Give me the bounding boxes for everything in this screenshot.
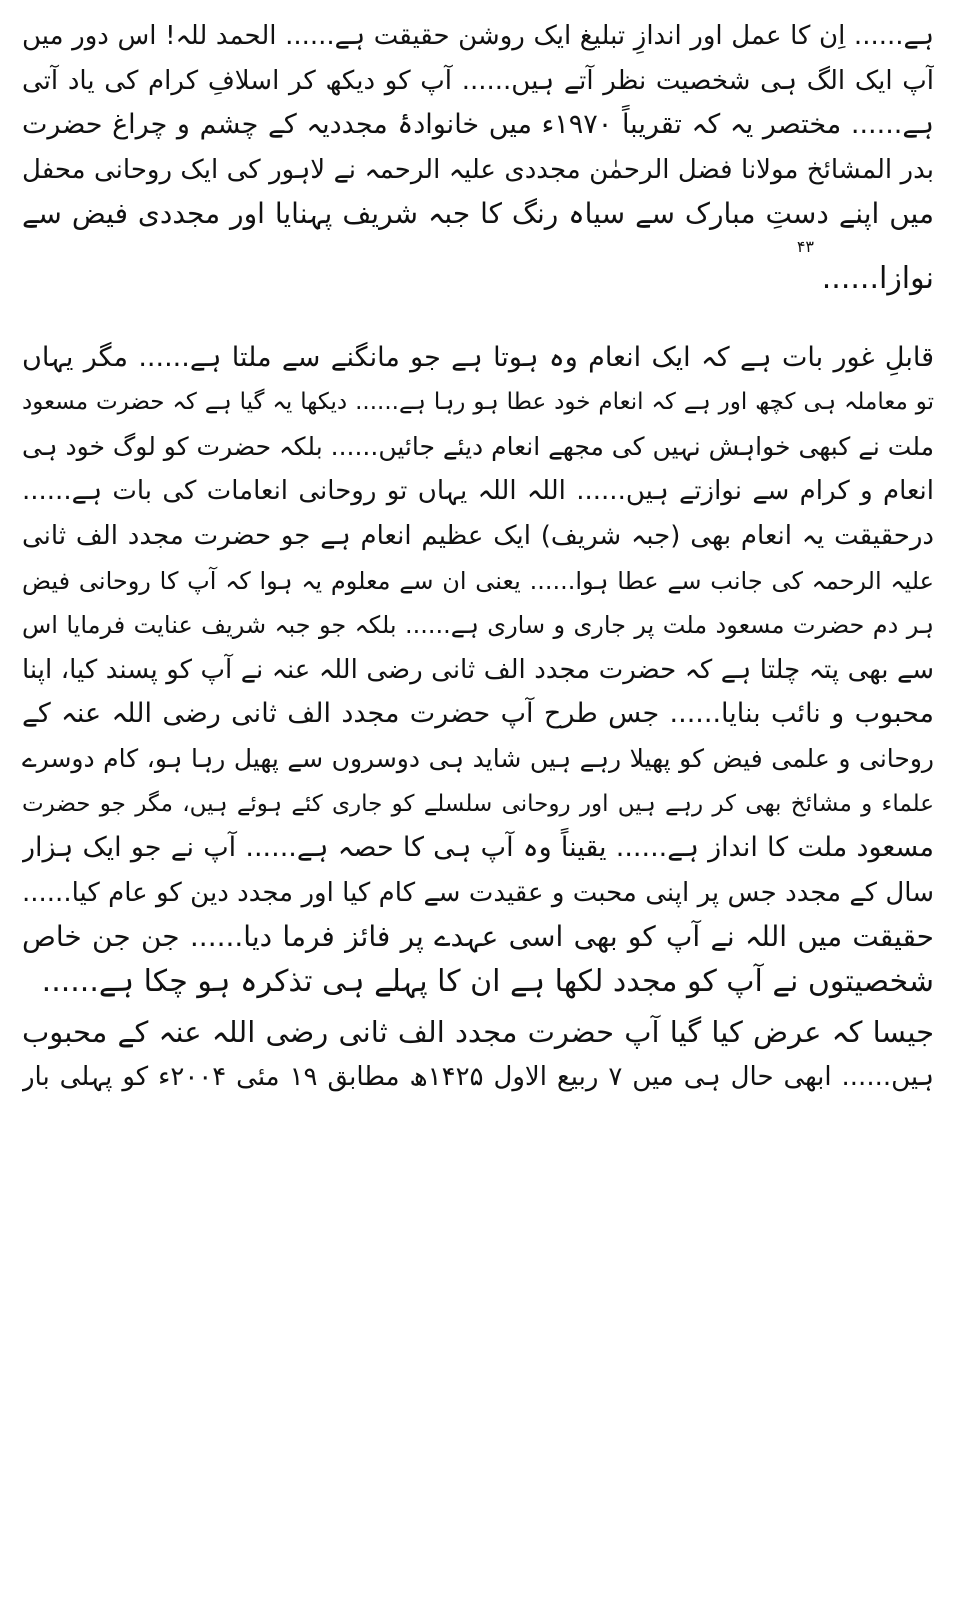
text-line: انعام و کرام سے نوازتے ہیں...... اللہ اللہ یہاں تو روحانی انعامات کی بات ہے...... xyxy=(22,476,934,507)
text-line: قابلِ غور بات ہے کہ ایک انعام وہ ہوتا ہے جو مانگنے سے ملتا ہے...... مگر یہاں xyxy=(22,341,934,373)
text-line: ہر دم حضرت مسعود ملت پر جاری و ساری ہے...... بلکہ جو جبہ شریف عنایت فرمایا اس xyxy=(22,611,934,640)
text-line: روحانی و علمی فیض کو پھیلا رہے ہیں شاید ہی دوسروں سے پھیل رہا ہو، کام دوسرے xyxy=(22,743,934,773)
paragraph-1 xyxy=(22,14,934,302)
text-line: حقیقت میں اللہ نے آپ کو بھی اسی عہدے پر فائز فرما دیا...... جن جن خاص xyxy=(22,920,934,954)
text-line: آپ ایک الگ ہی شخصیت نظر آتے ہیں...... آپ کو دیکھ کر اسلافِ کرام کی یاد آتی xyxy=(22,65,934,96)
text-line: جیسا کہ عرض کیا گیا آپ حضرت مجدد الف ثانی رضی اللہ عنہ کے محبوب xyxy=(22,1015,934,1050)
text-line: علماء و مشائخ بھی کر رہے ہیں اور روحانی سلسلے کو جاری کئے ہوئے ہیں، مگر جو حضرت xyxy=(22,790,934,817)
paragraph-2 xyxy=(22,336,934,1005)
text-line: مسعود ملت کا انداز ہے...... یقیناً وہ آپ ہی کا حصہ ہے...... آپ نے جو ایک ہزار xyxy=(22,832,934,864)
text-line: ہیں...... ابھی حال ہی میں ۷ ربیع الاول ۱۴۲۵ھ مطابق ۱۹ مئی ۲۰۰۴ء کو پہلی بار xyxy=(22,1062,934,1093)
text-line: ہے...... مختصر یہ کہ تقریباً ۱۹۷۰ء میں خانوادۂ مجددیہ کے چشم و چراغ حضرت xyxy=(22,109,934,141)
footnote-marker: ۴۳ xyxy=(796,236,814,256)
text-line: میں اپنے دستِ مبارک سے سیاہ رنگ کا جبہ شریف پہنایا اور مجددی فیض سے xyxy=(22,197,934,231)
text-line: سے بھی پتہ چلتا ہے کہ حضرت مجدد الف ثانی رضی اللہ عنہ نے آپ کو پسند کیا، اپنا xyxy=(22,654,934,685)
text-line: شخصیتوں نے آپ کو مجدد لکھا ہے ان کا پہلے ہی تذکرہ ہو چکا ہے...... xyxy=(41,963,934,999)
paragraph-3 xyxy=(22,1010,934,1099)
paragraph-spacer xyxy=(22,302,934,336)
text-line: تو معاملہ ہی کچھ اور ہے کہ انعام خود عطا ہو رہا ہے...... دیکھا یہ گیا ہے کہ حضرت مسعود xyxy=(22,389,934,416)
text-line: محبوب و نائب بنایا...... جس طرح آپ حضرت مجدد الف ثانی رضی اللہ عنہ کے xyxy=(22,698,934,730)
text-line: ہے...... اِن کا عمل اور اندازِ تبلیغ ایک روشن حقیقت ہے...... الحمد للہ! اس دور میں xyxy=(22,21,934,51)
text-line: درحقیقت یہ انعام بھی (جبہ شریف) ایک عظیم انعام ہے جو حضرت مجدد الف ثانی xyxy=(22,520,934,551)
document-page xyxy=(22,14,934,1604)
text-line: بدر المشائخ مولانا فضل الرحمٰن مجددی علیہ الرحمہ نے لاہور کی ایک روحانی محفل xyxy=(22,154,934,185)
text-line: علیہ الرحمہ کی جانب سے عطا ہوا...... یعنی ان سے معلوم یہ ہوا کہ آپ کا روحانی فیض xyxy=(22,566,934,595)
text-line: ملت نے کبھی خواہش نہیں کی مجھے انعام دیئے جائیں...... بلکہ حضرت کو لوگ خود ہی xyxy=(22,431,934,461)
text-line: نوازا...... xyxy=(821,260,934,296)
text-line: سال کے مجدد جس پر اپنی محبت و عقیدت سے کام کیا اور مجدد دین کو عام کیا...... xyxy=(22,877,934,908)
